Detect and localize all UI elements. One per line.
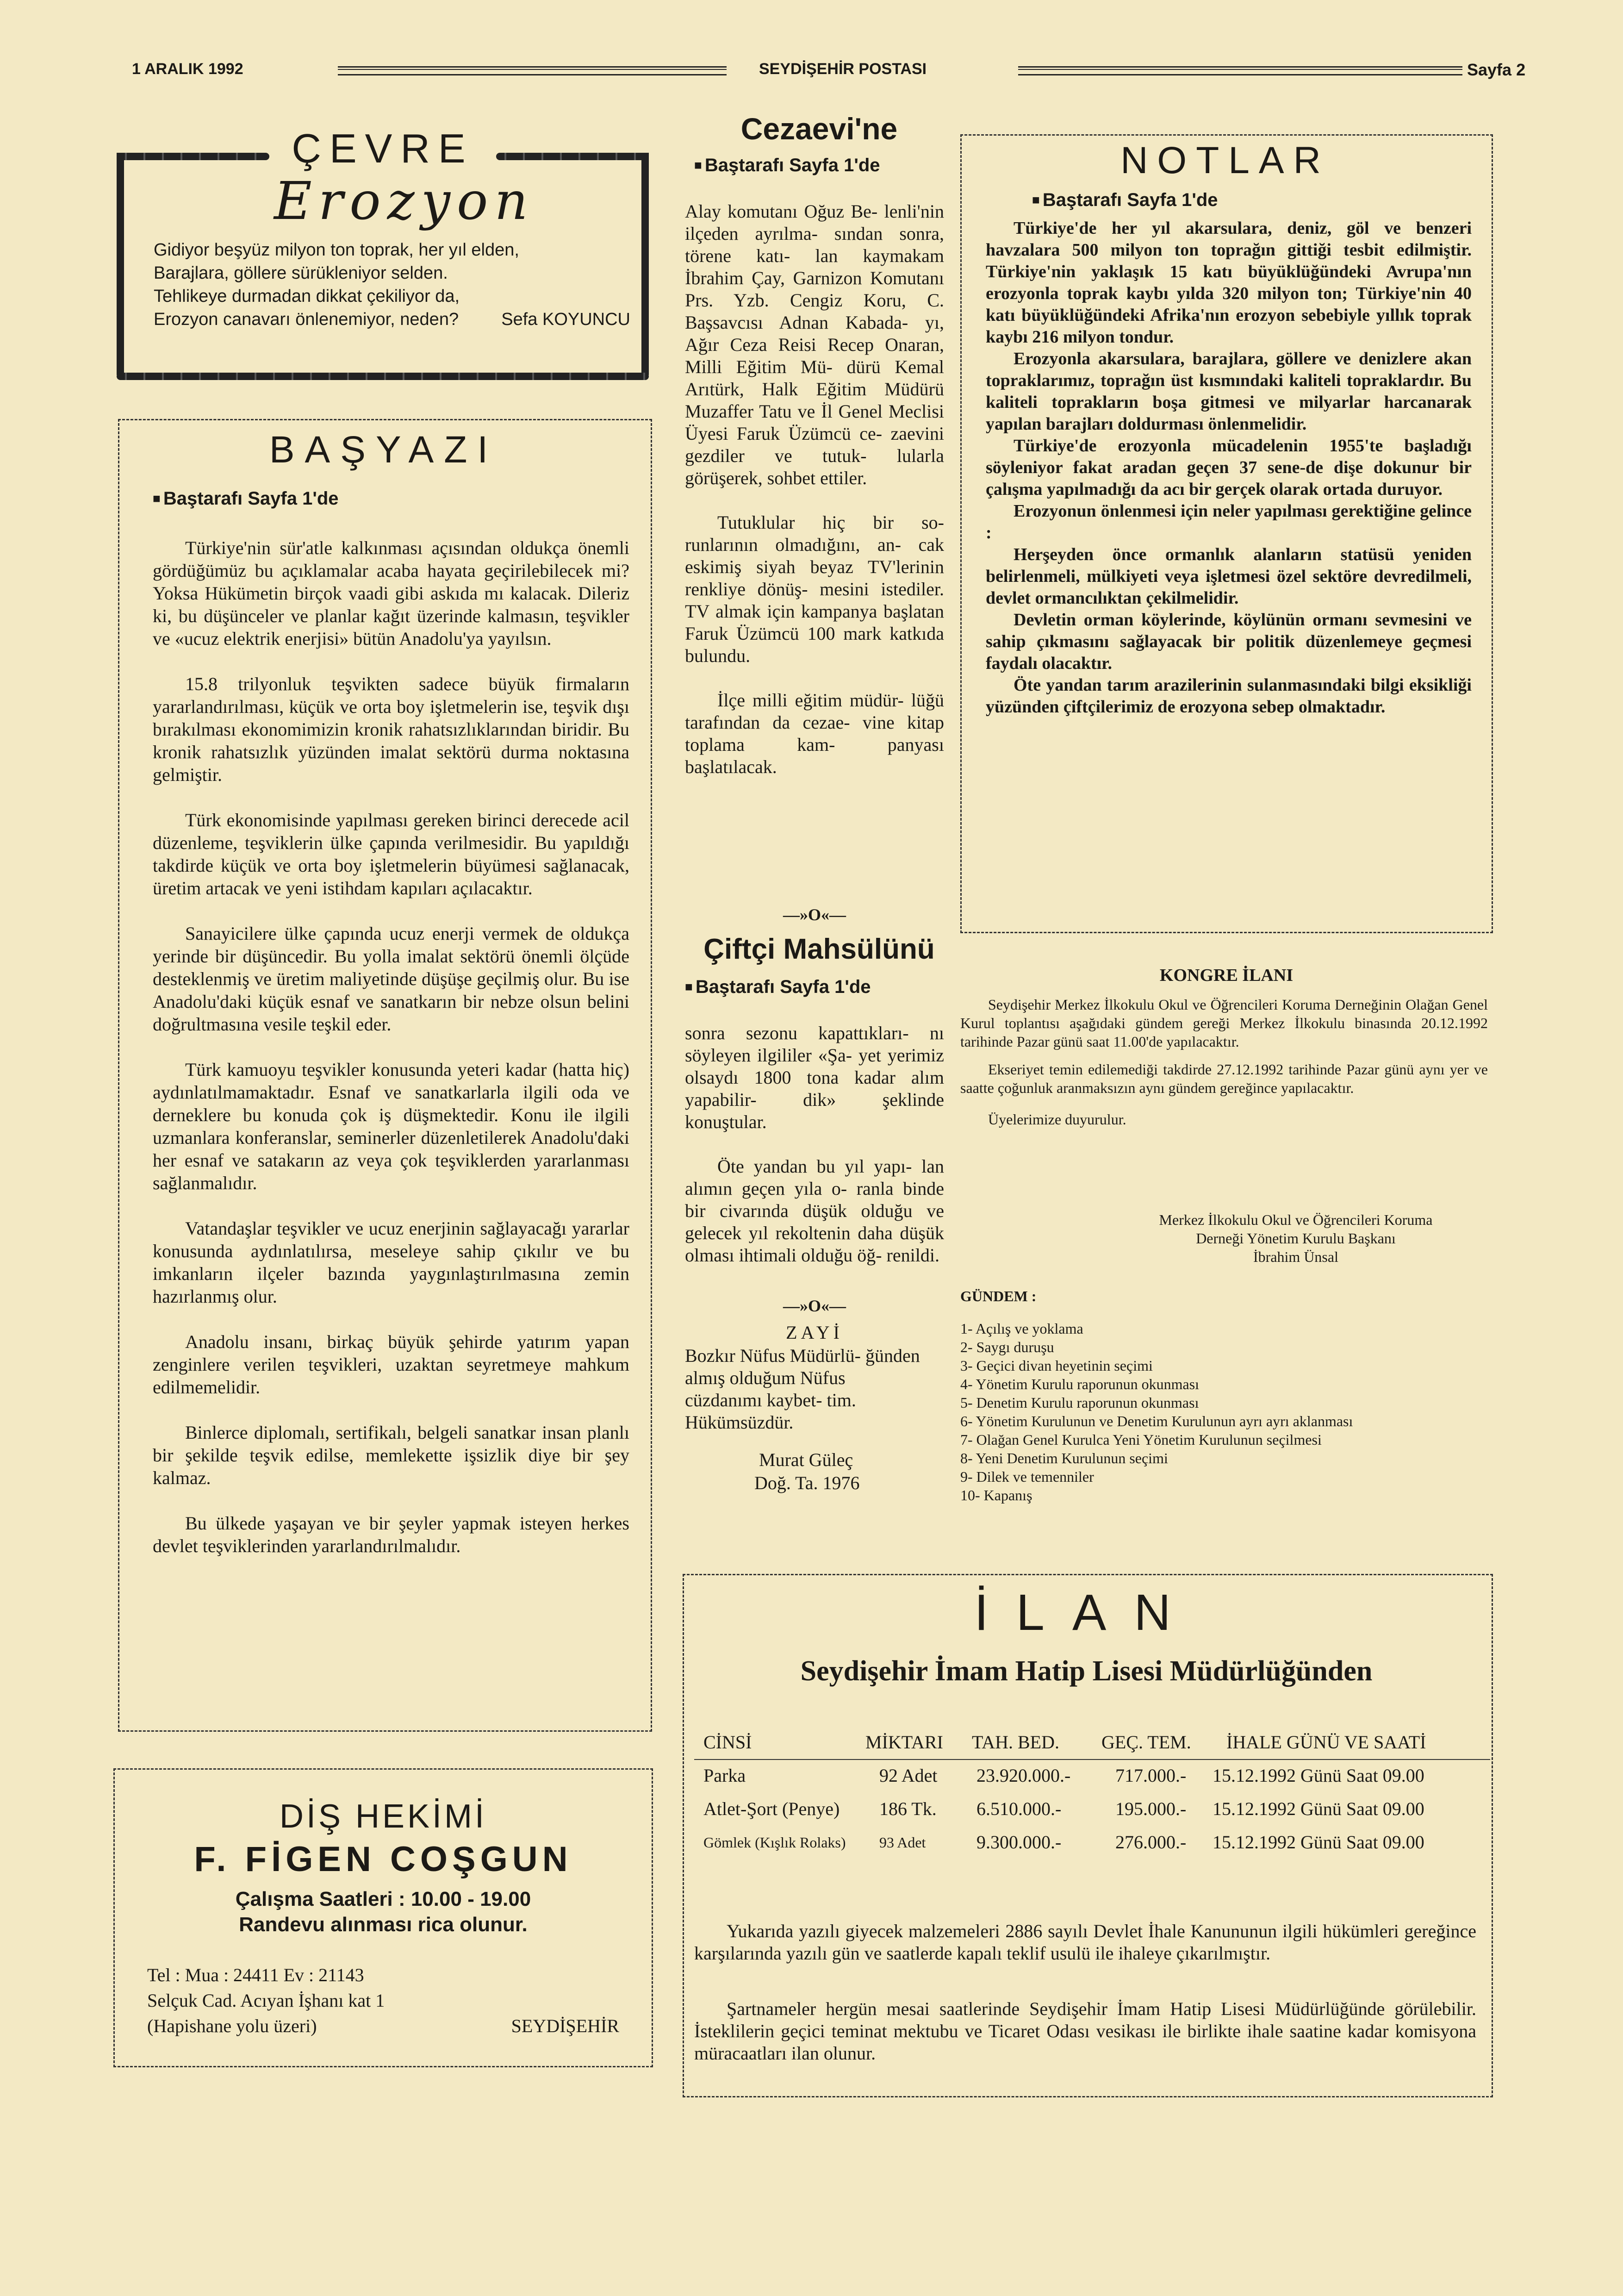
basyazi-title: BAŞYAZI: [269, 429, 498, 471]
separator: —»O«—: [783, 905, 846, 924]
table-cell: 6.510.000.-: [976, 1798, 1062, 1819]
paragraph: Türkiye'nin sür'atle kalkınması açısından oldukça önemli gördüğümüz bu açıklamalar acaba hayata geçirilebilecek mi? Yoksa Hükümetin birçok vaadi gibi askıda mı kalacak. Dileriz ki, bu düşünceler ve planlar kağıt üzerinde kalmasın, teşvikler ve «ucuz elektrik enerjisi» bütün Anadolu'ya yayılsın.: [153, 537, 629, 649]
issue-date: 1 ARALIK 1992: [132, 60, 243, 78]
paragraph: Binlerce diplomalı, sertifikalı, belgeli sanatkar insan planlı bir şekilde teşvik edilse, memlekette işsizlik diye bir şey kalmaz.: [153, 1422, 629, 1488]
cezaevi-title: Cezaevi'ne: [740, 112, 898, 146]
paragraph: Tutuklular hiç bir so- runlarının olmadığını, an- cak eskimiş siyah beyaz TV'lerinin renkliye dönüş- mesini istediler. TV almak için kampanya başlatan Faruk Üzümcü 100 mark katkıda bulundu.: [685, 512, 944, 666]
table-row: [694, 1765, 1490, 1798]
table-cell: Parka: [703, 1765, 746, 1786]
cezaevi-body: [685, 178, 944, 800]
poem-line: Erozyon canavarı önlenemiyor, neden?: [154, 310, 459, 329]
ciftci-title: Çiftçi Mahsülünü: [703, 933, 935, 965]
paragraph: Öte yandan bu yıl yapı- lan alımın geçen yıla o- ranla binde bir civarında düşük olduğu ve gelecek yıl rekoltenin daha düşük olması ihtimali olduğu öğ- renildi.: [685, 1156, 944, 1266]
dentist-name: F. FİGEN COŞGUN: [194, 1840, 572, 1879]
table-cell: 93 Adet: [879, 1834, 926, 1851]
paragraph: 15.8 trilyonluk teşvikten sadece büyük firmaların yararlandırılması, küçük ve orta boy işletmelerin ise, teşvik dışı bırakılması ekonomimizin kronik rahatsızlıklarından biridir. Bu kronik rahatsızlık yüzünden imalat sektörü durma noktasına gelmiştir.: [153, 674, 629, 785]
gundem-list: [960, 1319, 1488, 1504]
header-rule-right: [1018, 66, 1462, 75]
table-cell: 23.920.000.-: [976, 1765, 1071, 1786]
city: SEYDİŞEHİR: [511, 2015, 619, 2036]
paragraph: Türk kamuoyu teşvikler konusunda yeteri kadar (hatta hiç) aydınlatılmamaktadır. Esnaf ve sanatkarlarla ilgili oda ve derneklere bu konuda çok iş düşmektedir. Konu ile ilgili uzmanlara konferanslar, seminerler düzenletilerek Anadolu'daki her esnaf ve satakarın az veya çok teşviklerden yararlanması sağlanmalıdır.: [153, 1059, 629, 1193]
paragraph: Herşeyden önce ormanlık alanların statüsü yeniden belirlenmeli, mülkiyeti veya işletmesi özel sektöre devredilmeli, devlet ormancılıktan çekilmelidir.: [986, 545, 1472, 608]
paragraph: sonra sezonu kapattıkları- nı söyleyen ilgililer «Şa- yet yerimiz olsaydı 1800 tona kadar alım yapabilir- dik» şeklinde konuştular.: [685, 1023, 944, 1132]
zayi-body: Bozkır Nüfus Müdürlü- ğünden almış olduğum Nüfus cüzdanımı kaybet- tim. Hükümsüzdür.: [685, 1345, 920, 1433]
column-header: TAH. BED.: [972, 1732, 1060, 1753]
paragraph: Seydişehir Merkez İlkokulu Okul ve Öğrencileri Koruma Derneğinin Olağan Genel Kurul toplantısı aşağıdaki gündem gereği Merkez İlkokulu binasında 20.12.1992 tarihinde Pazar günü saat 11.00'de yapılacaktır.: [960, 996, 1488, 1050]
signature-line: Merkez İlkokulu Okul ve Öğrencileri Koruma: [1159, 1211, 1433, 1228]
paragraph: Alay komutanı Oğuz Be- lenli'nin ilçeden ayrılma- sından sonra, törene katı- lan kaymakam İbrahim Çay, Garnizon Komutanı Prs. Yzb. Cengiz Koru, C. Başsavcısı Adnan Kabada- yı, Ağır Ceza Reisi Recep Onaran, Milli Eğitim Mü- dürü Kemal Arıtürk, Halk Eğitim Müdürü Muzaffer Tatu ve İl Genel Meclisi Üyesi Faruk Üzümcü ce- zaevini gezdiler ve tutuk- lularla görüşerek, sohbet ettiler.: [685, 201, 944, 488]
table-cell: 9.300.000.-: [976, 1832, 1062, 1853]
erozyon-title: Erozyon: [274, 171, 535, 231]
list-item: 3- Geçici divan heyetinin seçimi: [960, 1357, 1153, 1374]
paragraph: Şartnameler hergün mesai saatlerinde Seydişehir İmam Hatip Lisesi Müdürlüğünde görülebilir. İsteklilerin geçici teminat mektubu ve Ticaret Odası vesikası ile birlikte ihale saatine kadar komisyona müracaatları ilan olunur.: [694, 1998, 1476, 2064]
newspaper-name: SEYDİŞEHİR POSTASI: [759, 60, 927, 78]
address: Selçuk Cad. Acıyan İşhanı kat 1: [147, 1990, 385, 2011]
poem-line: Barajlara, göllere sürükleniyor selden.: [154, 263, 448, 283]
paragraph: Erozyonun önlenmesi için neler yapılması gerektiğine gelince :: [986, 501, 1472, 543]
list-item: 5- Denetim Kurulu raporunun okunması: [960, 1394, 1199, 1411]
ilan-title: İLAN: [974, 1584, 1199, 1641]
paragraph: Devletin orman köylerinde, köylünün ormanı sevmesini ve sahip çıkmasını sağlayacak bir politik düzenlemeye geçmesi faydalı olacaktır.: [986, 610, 1472, 673]
column-header: İHALE GÜNÜ VE SAATİ: [1226, 1732, 1426, 1753]
gundem-title: GÜNDEM :: [960, 1288, 1037, 1304]
column-header: GEÇ. TEM.: [1101, 1732, 1191, 1753]
list-item: 10- Kapanış: [960, 1487, 1032, 1504]
table-cell: 15.12.1992 Günü Saat 09.00: [1213, 1798, 1424, 1819]
signature-line: Derneği Yönetim Kurulu Başkanı: [1196, 1230, 1396, 1247]
notlar-caption: ■ Baştarafı Sayfa 1'de: [1032, 190, 1218, 211]
paragraph: Anadolu insanı, birkaç büyük şehirde yatırım yapan zenginlere verilen teşvikleri, uzaktan seyretmeye mahkum edilmemelidir.: [153, 1331, 629, 1398]
separator: —»O«—: [783, 1297, 846, 1315]
list-item: 7- Olağan Genel Kurulca Yeni Yönetim Kurulunun seçilmesi: [960, 1431, 1322, 1448]
address-note: (Hapishane yolu üzeri): [147, 2015, 317, 2036]
paragraph: Öte yandan tarım arazilerinin sulanmasındaki bilgi eksikliği yüzünden çiftçilerimiz de erozyona sebep olmaktadır.: [986, 675, 1472, 717]
paragraph: Vatandaşlar teşvikler ve ucuz enerjinin sağlayacağı yararlar konusunda aydınlatılırsa, meseleye sahip çıkılır ve bu imkanların ilçeler bazında yaygınlaştırılmasına zemin hazırlanmış olur.: [153, 1218, 629, 1307]
list-item: 2- Saygı duruşu: [960, 1339, 1054, 1355]
list-item: 1- Açılış ve yoklama: [960, 1320, 1083, 1337]
table-cell: 276.000.-: [1115, 1832, 1187, 1853]
signature-line: İbrahim Ünsal: [1253, 1248, 1338, 1265]
basyazi-caption: ■ Baştarafı Sayfa 1'de: [153, 488, 339, 509]
cevre-title: ÇEVRE: [292, 125, 474, 171]
header-rule-left: [338, 66, 727, 75]
cevre-box: [117, 125, 649, 384]
paragraph: Türkiye'de erozyonla mücadelenin 1955'te başladığı söyleniyor fakat aradan geçen 37 sene-de dişe dokunur bir çalışma yapılmadığı da acı bir gerçek olarak ortada duruyor.: [986, 436, 1472, 499]
appointment-note: Randevu alınması rica olunur.: [239, 1913, 528, 1936]
table-row: [694, 1798, 1490, 1831]
zayi-birth: Doğ. Ta. 1976: [754, 1472, 860, 1493]
table-cell: 15.12.1992 Günü Saat 09.00: [1213, 1765, 1424, 1786]
cevre-right-border: [641, 153, 649, 375]
kongre-body: [960, 995, 1488, 1129]
ilan-subtitle: Seydişehir İmam Hatip Lisesi Müdürlüğünden: [800, 1655, 1373, 1687]
zayi-title: ZAYİ: [786, 1322, 843, 1343]
paragraph: Türkiye'de her yıl akarsulara, deniz, göl ve benzeri havzalara 500 milyon ton toprağın gittiği tesbit edilmiştir. Türkiye'nin yaklaşık 15 katı büyüklüğündeki Avrupa'nın erozyonla toprak kaybı yılda 320 milyon ton; Türkiye'nin 40 katı büyüklüğündeki Afrika'nın erozyon sebebiyle yıllık toprak kaybı 216 milyon tondur.: [986, 218, 1472, 347]
paragraph: İlçe milli eğitim müdür- lüğü tarafından da cezae- vine kitap toplama kam- panyası başlatılacak.: [685, 690, 944, 777]
table-header-row: [694, 1731, 1490, 1760]
table-cell: 92 Adet: [879, 1765, 938, 1786]
ilan-body: [694, 1898, 1476, 2087]
table-cell: 717.000.-: [1115, 1765, 1187, 1786]
cezaevi-caption: ■ Baştarafı Sayfa 1'de: [694, 155, 880, 176]
paragraph: Erozyonla akarsulara, barajlara, göllere ve denizlere akan topraklarımız, toprağın üst kısmındaki kaliteli topraklardır. Bu kaliteli toprakların boşa gitmesi ve milyarlar harcanarak yapılan barajları doldurması önlenmelidir.: [986, 349, 1472, 434]
cevre-left-border: [117, 153, 124, 375]
dis-hekimi-title: DİŞ HEKİMİ: [279, 1798, 487, 1835]
dis-hekimi-box: [113, 1768, 653, 2067]
cevre-bottom-border: [117, 373, 649, 380]
paragraph: Türk ekonomisinde yapılması gereken birinci derecede acil düzenleme, teşviklerin ülke çapında verilmesidir. Bu yapıldığı takdirde küçük ve orta boy işletmelerin büyümesi sağlanacak, üretim artacak ve yeni istihdam kapıları açılacaktır.: [153, 810, 629, 898]
paragraph: Bu ülkede yaşayan ve bir şeyler yapmak isteyen herkes devlet teşviklerinden yararlandırılmalıdır.: [153, 1513, 629, 1556]
zayi-name: Murat Güleç: [759, 1449, 853, 1470]
ilan-table: [694, 1731, 1490, 1865]
column-header: MİKTARI: [865, 1732, 943, 1753]
basyazi-body: [153, 514, 629, 1580]
table-cell: 195.000.-: [1115, 1798, 1187, 1819]
poem-author: Sefa KOYUNCU: [501, 310, 630, 329]
cevre-poem: [154, 238, 640, 331]
list-item: 8- Yeni Denetim Kurulunun seçimi: [960, 1450, 1168, 1466]
list-item: 6- Yönetim Kurulunun ve Denetim Kurulunun ayrı ayrı aklanması: [960, 1413, 1353, 1429]
table-row: [694, 1831, 1490, 1865]
paragraph: Sanayicilere ülke çapında ucuz enerji vermek de oldukça yerinde bir düşüncedir. Bu yolla imalat sektörü önemli ölçüde desteklenmiş ve üretim maliyetinde düşüşe geçilmiş olur. Bu ise Anadolu'daki küçük esnaf ve sanatkarın bir nebze olsun belini doğrultmasına vesile teşkil eder.: [153, 923, 629, 1035]
phone-numbers: Tel : Mua : 24411 Ev : 21143: [147, 1965, 364, 1985]
table-cell: Atlet-Şort (Penye): [703, 1798, 840, 1819]
paragraph: Ekseriyet temin edilemediği takdirde 27.12.1992 tarihinde Pazar günü aynı yer ve saatte çoğunluk aranmaksızın aynı gündem gereğince yapılacaktır.: [960, 1061, 1488, 1096]
ciftci-caption: ■ Baştarafı Sayfa 1'de: [685, 977, 871, 998]
table-cell: Gömlek (Kışlık Rolaks): [703, 1834, 846, 1851]
paragraph: Yukarıda yazılı giyecek malzemeleri 2886 sayılı Devlet İhale Kanununun ilgili hükümleri gereğince karşılarında yazılı gün ve saatlerde kapalı teklif usulü ile ihaleye çıkarılmıştır.: [694, 1921, 1476, 1964]
poem-line: Gidiyor beşyüz milyon ton toprak, her yıl elden,: [154, 240, 519, 260]
paragraph: Üyelerimize duyurulur.: [988, 1111, 1126, 1128]
list-item: 9- Dilek ve temenniler: [960, 1468, 1094, 1485]
table-cell: 186 Tk.: [879, 1798, 937, 1819]
notlar-title: NOTLAR: [1120, 139, 1330, 181]
table-cell: 15.12.1992 Günü Saat 09.00: [1213, 1832, 1424, 1853]
ciftci-body: [685, 1000, 944, 1289]
column-header: CİNSİ: [703, 1732, 752, 1753]
page-number: Sayfa 2: [1467, 60, 1526, 79]
notlar-body: [986, 218, 1472, 718]
working-hours: Çalışma Saatleri : 10.00 - 19.00: [235, 1888, 531, 1910]
kongre-signature: [1101, 1210, 1490, 1266]
list-item: 4- Yönetim Kurulu raporunun okunması: [960, 1376, 1200, 1392]
poem-line: Tehlikeye durmadan dikkat çekiliyor da,: [154, 287, 460, 306]
kongre-title: KONGRE İLANI: [1159, 966, 1293, 985]
